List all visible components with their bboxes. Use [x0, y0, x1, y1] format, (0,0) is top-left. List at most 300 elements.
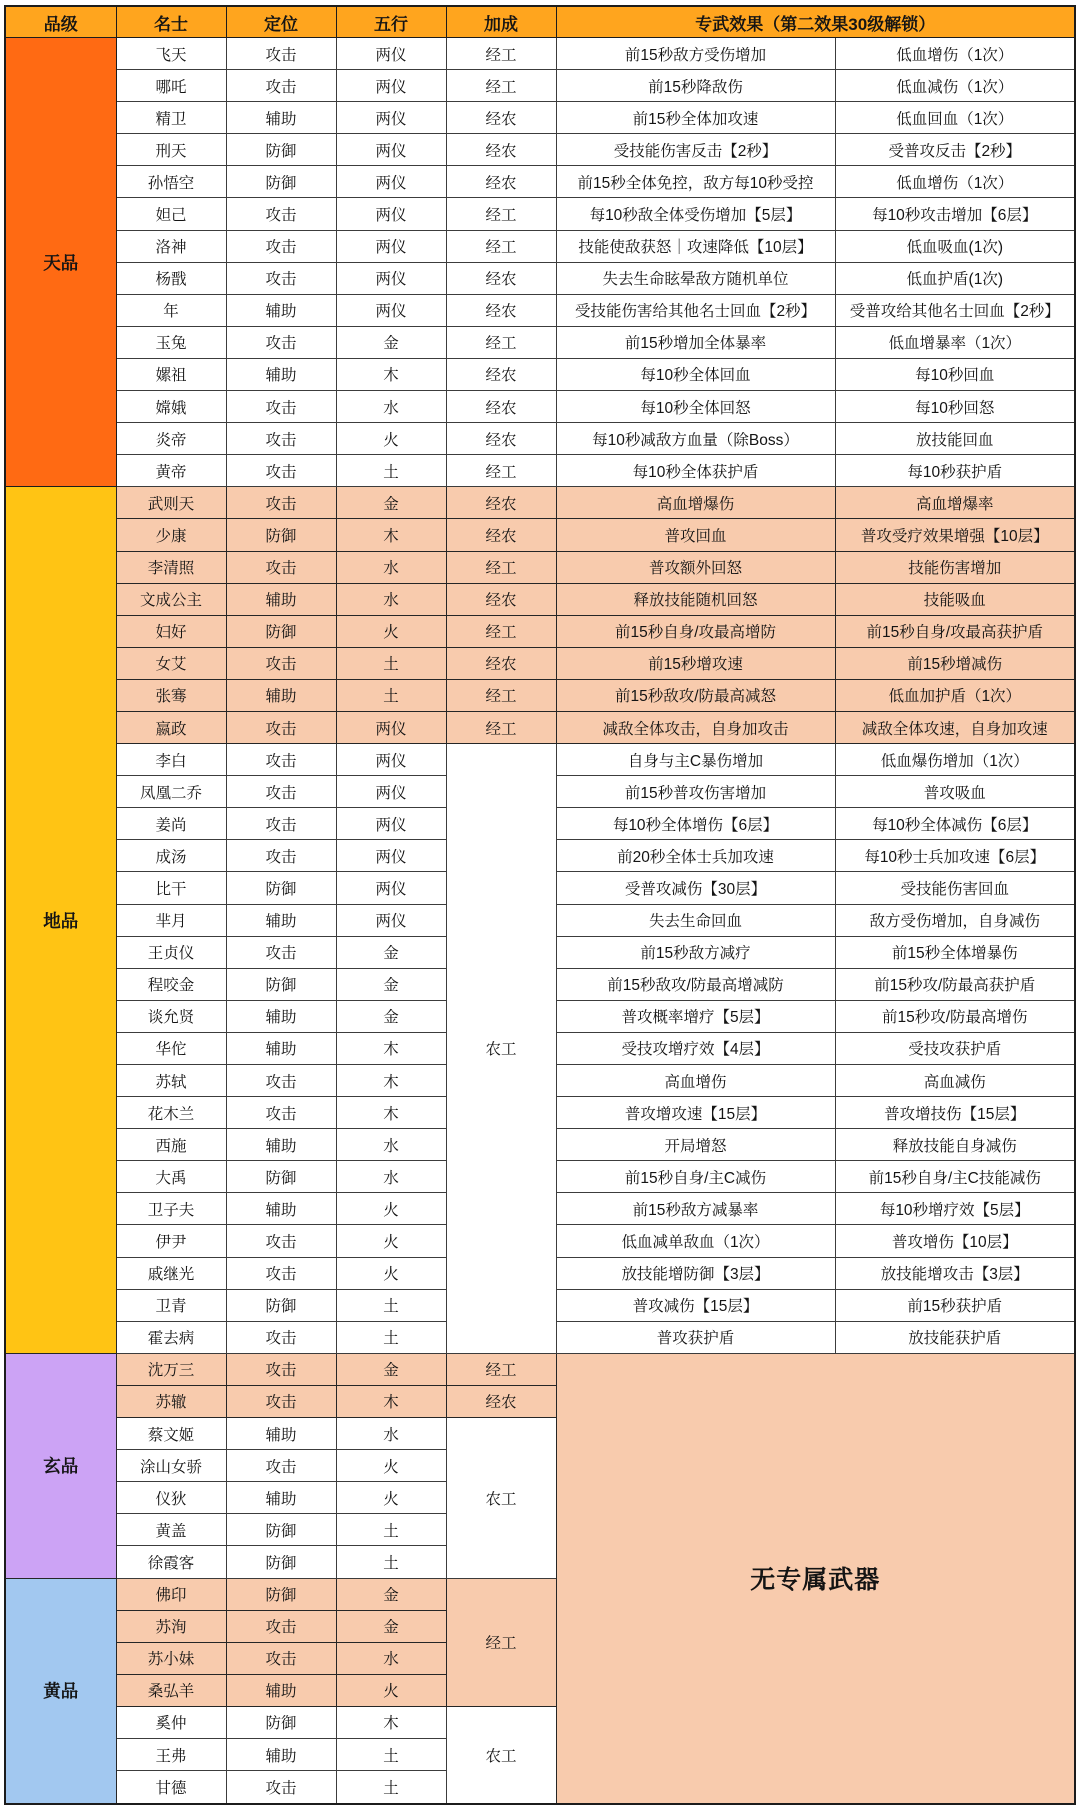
- weapon-effect2-cell: 每10秒攻击增加【6层】: [835, 198, 1075, 230]
- name-cell: 刑天: [116, 134, 226, 166]
- name-cell: 花木兰: [116, 1097, 226, 1129]
- weapon-effect1-cell: 每10秒全体回血: [556, 358, 835, 390]
- table-row: [5, 744, 1075, 776]
- weapon-effect1-cell: 每10秒全体回怒: [556, 391, 835, 423]
- bonus-cell: 经工: [446, 38, 556, 70]
- bonus-cell: 经农: [446, 583, 556, 615]
- weapon-effect2-cell: 释放技能自身减伤: [835, 1129, 1075, 1161]
- weapon-effect2-cell: 受技攻获护盾: [835, 1032, 1075, 1064]
- element-cell: 金: [336, 487, 446, 519]
- table-row: [5, 326, 1075, 358]
- element-cell: 木: [336, 1706, 446, 1738]
- role-cell: 攻击: [226, 744, 336, 776]
- bonus-cell: 经农: [446, 391, 556, 423]
- role-cell: 攻击: [226, 1097, 336, 1129]
- role-cell: 攻击: [226, 1065, 336, 1097]
- role-cell: 辅助: [226, 294, 336, 326]
- bonus-cell: 经农: [446, 487, 556, 519]
- name-cell: 王弗: [116, 1738, 226, 1770]
- weapon-effect1-cell: 普攻获护盾: [556, 1321, 835, 1353]
- name-cell: 芈月: [116, 904, 226, 936]
- name-cell: 谈允贤: [116, 1000, 226, 1032]
- element-cell: 两仪: [336, 808, 446, 840]
- element-cell: 水: [336, 1418, 446, 1450]
- weapon-effect2-cell: 低血护盾(1次): [835, 262, 1075, 294]
- name-cell: 苏小妹: [116, 1642, 226, 1674]
- weapon-effect2-cell: 高血增爆率: [835, 487, 1075, 519]
- name-cell: 武则天: [116, 487, 226, 519]
- weapon-effect2-cell: 低血增伤（1次）: [835, 166, 1075, 198]
- weapon-effect2-cell: 前15秒全体增暴伤: [835, 936, 1075, 968]
- element-cell: 土: [336, 679, 446, 711]
- bonus-cell: 经农: [446, 166, 556, 198]
- weapon-effect1-cell: 减敌全体攻击，自身加攻击: [556, 711, 835, 743]
- name-cell: 玉兔: [116, 326, 226, 358]
- role-cell: 辅助: [226, 1193, 336, 1225]
- weapon-effect2-cell: 放技能获护盾: [835, 1321, 1075, 1353]
- element-cell: 木: [336, 1065, 446, 1097]
- grade-table: [4, 5, 1076, 1805]
- element-cell: 金: [336, 326, 446, 358]
- role-cell: 辅助: [226, 1674, 336, 1706]
- header-weapon-effect: 专武效果（第二效果30级解锁）: [556, 6, 1075, 38]
- no-weapon-cell: 无专属武器: [556, 1353, 1075, 1804]
- bonus-cell: 经农: [446, 294, 556, 326]
- weapon-effect2-cell: 技能伤害增加: [835, 551, 1075, 583]
- weapon-effect2-cell: 普攻受疗效果增强【10层】: [835, 519, 1075, 551]
- element-cell: 金: [336, 968, 446, 1000]
- element-cell: 木: [336, 358, 446, 390]
- weapon-effect1-cell: 每10秒敌全体受伤增加【5层】: [556, 198, 835, 230]
- role-cell: 攻击: [226, 711, 336, 743]
- name-cell: 妇好: [116, 615, 226, 647]
- bonus-cell: 经工: [446, 70, 556, 102]
- weapon-effect2-cell: 前15秒攻/防最高获护盾: [835, 968, 1075, 1000]
- table-row: [5, 615, 1075, 647]
- table-row: [5, 391, 1075, 423]
- name-cell: 奚仲: [116, 1706, 226, 1738]
- table-row: [5, 262, 1075, 294]
- weapon-effect2-cell: 低血增暴率（1次）: [835, 326, 1075, 358]
- element-cell: 土: [336, 1546, 446, 1578]
- element-cell: 火: [336, 1225, 446, 1257]
- name-cell: 苏洵: [116, 1610, 226, 1642]
- table-row: [5, 198, 1075, 230]
- name-cell: 桑弘羊: [116, 1674, 226, 1706]
- name-cell: 妲己: [116, 198, 226, 230]
- name-cell: 张骞: [116, 679, 226, 711]
- weapon-effect2-cell: 普攻增技伤【15层】: [835, 1097, 1075, 1129]
- weapon-effect2-cell: 每10秒士兵加攻速【6层】: [835, 840, 1075, 872]
- element-cell: 火: [336, 1193, 446, 1225]
- element-cell: 金: [336, 1578, 446, 1610]
- element-cell: 水: [336, 583, 446, 615]
- weapon-effect1-cell: 普攻额外回怒: [556, 551, 835, 583]
- weapon-effect2-cell: 敌方受伤增加，自身减伤: [835, 904, 1075, 936]
- weapon-effect2-cell: 每10秒回怒: [835, 391, 1075, 423]
- element-cell: 两仪: [336, 840, 446, 872]
- weapon-effect1-cell: 每10秒全体获护盾: [556, 455, 835, 487]
- weapon-effect1-cell: 前15秒敌方受伤增加: [556, 38, 835, 70]
- bonus-cell: 经工: [446, 1578, 556, 1706]
- weapon-effect2-cell: 技能吸血: [835, 583, 1075, 615]
- bonus-cell: 农工: [446, 1418, 556, 1578]
- role-cell: 攻击: [226, 1257, 336, 1289]
- role-cell: 防御: [226, 166, 336, 198]
- bonus-cell: 经农: [446, 423, 556, 455]
- weapon-effect1-cell: 开局增怒: [556, 1129, 835, 1161]
- role-cell: 攻击: [226, 808, 336, 840]
- role-cell: 攻击: [226, 1321, 336, 1353]
- weapon-effect2-cell: 受技能伤害回血: [835, 872, 1075, 904]
- role-cell: 攻击: [226, 1450, 336, 1482]
- name-cell: 嫦娥: [116, 391, 226, 423]
- weapon-effect2-cell: 低血减伤（1次）: [835, 70, 1075, 102]
- name-cell: 王贞仪: [116, 936, 226, 968]
- name-cell: 洛神: [116, 230, 226, 262]
- weapon-effect1-cell: 受技攻增疗效【4层】: [556, 1032, 835, 1064]
- weapon-effect2-cell: 低血回血（1次）: [835, 102, 1075, 134]
- bonus-cell: 经农: [446, 102, 556, 134]
- weapon-effect1-cell: 前15秒降敌伤: [556, 70, 835, 102]
- weapon-effect1-cell: 前15秒敌方减暴率: [556, 1193, 835, 1225]
- table-row: [5, 230, 1075, 262]
- element-cell: 水: [336, 391, 446, 423]
- weapon-effect1-cell: 前15秒增加全体暴率: [556, 326, 835, 358]
- role-cell: 防御: [226, 1706, 336, 1738]
- role-cell: 辅助: [226, 358, 336, 390]
- role-cell: 攻击: [226, 647, 336, 679]
- element-cell: 火: [336, 423, 446, 455]
- table-row: [5, 358, 1075, 390]
- name-cell: 嬴政: [116, 711, 226, 743]
- weapon-effect2-cell: 受普攻给其他名士回血【2秒】: [835, 294, 1075, 326]
- element-cell: 火: [336, 1450, 446, 1482]
- weapon-effect1-cell: 前20秒全体士兵加攻速: [556, 840, 835, 872]
- element-cell: 水: [336, 551, 446, 583]
- name-cell: 文成公主: [116, 583, 226, 615]
- name-cell: 西施: [116, 1129, 226, 1161]
- weapon-effect2-cell: 减敌全体攻速，自身加攻速: [835, 711, 1075, 743]
- name-cell: 比干: [116, 872, 226, 904]
- role-cell: 攻击: [226, 487, 336, 519]
- role-cell: 防御: [226, 1514, 336, 1546]
- weapon-effect2-cell: 低血加护盾（1次）: [835, 679, 1075, 711]
- element-cell: 水: [336, 1161, 446, 1193]
- role-cell: 攻击: [226, 455, 336, 487]
- element-cell: 火: [336, 1482, 446, 1514]
- element-cell: 两仪: [336, 102, 446, 134]
- role-cell: 攻击: [226, 326, 336, 358]
- role-cell: 辅助: [226, 904, 336, 936]
- element-cell: 两仪: [336, 294, 446, 326]
- element-cell: 土: [336, 1321, 446, 1353]
- role-cell: 防御: [226, 519, 336, 551]
- bonus-cell: 经工: [446, 711, 556, 743]
- name-cell: 嫘祖: [116, 358, 226, 390]
- name-cell: 徐霞客: [116, 1546, 226, 1578]
- name-cell: 黄帝: [116, 455, 226, 487]
- element-cell: 火: [336, 615, 446, 647]
- bonus-cell: 经工: [446, 198, 556, 230]
- name-cell: 程咬金: [116, 968, 226, 1000]
- name-cell: 李白: [116, 744, 226, 776]
- role-cell: 攻击: [226, 38, 336, 70]
- weapon-effect2-cell: 前15秒自身/主C技能减伤: [835, 1161, 1075, 1193]
- element-cell: 两仪: [336, 744, 446, 776]
- element-cell: 火: [336, 1257, 446, 1289]
- role-cell: 攻击: [226, 936, 336, 968]
- weapon-effect1-cell: 失去生命回血: [556, 904, 835, 936]
- name-cell: 黄盖: [116, 1514, 226, 1546]
- weapon-effect2-cell: 每10秒全体减伤【6层】: [835, 808, 1075, 840]
- element-cell: 土: [336, 1514, 446, 1546]
- element-cell: 金: [336, 1353, 446, 1385]
- weapon-effect2-cell: 前15秒攻/防最高增伤: [835, 1000, 1075, 1032]
- weapon-effect1-cell: 前15秒普攻伤害增加: [556, 776, 835, 808]
- name-cell: 大禹: [116, 1161, 226, 1193]
- bonus-cell: 经农: [446, 647, 556, 679]
- element-cell: 两仪: [336, 776, 446, 808]
- weapon-effect1-cell: 受普攻减伤【30层】: [556, 872, 835, 904]
- name-cell: 杨戬: [116, 262, 226, 294]
- grade-cell-huang: 黄品: [5, 1578, 116, 1804]
- bonus-cell: 经农: [446, 1385, 556, 1417]
- element-cell: 两仪: [336, 70, 446, 102]
- name-cell: 哪吒: [116, 70, 226, 102]
- weapon-effect2-cell: 低血吸血(1次): [835, 230, 1075, 262]
- element-cell: 水: [336, 1129, 446, 1161]
- weapon-effect1-cell: 每10秒减敌方血量（除Boss）: [556, 423, 835, 455]
- table-body: [5, 38, 1075, 1805]
- table-row: [5, 455, 1075, 487]
- element-cell: 两仪: [336, 166, 446, 198]
- weapon-effect1-cell: 自身与主C暴伤增加: [556, 744, 835, 776]
- bonus-cell: 经农: [446, 519, 556, 551]
- role-cell: 辅助: [226, 583, 336, 615]
- header-grade: 品级: [5, 6, 116, 38]
- name-cell: 女艾: [116, 647, 226, 679]
- grade-cell-xuan: 玄品: [5, 1353, 116, 1578]
- role-cell: 攻击: [226, 70, 336, 102]
- weapon-effect2-cell: 低血增伤（1次）: [835, 38, 1075, 70]
- weapon-effect2-cell: 放技能回血: [835, 423, 1075, 455]
- name-cell: 炎帝: [116, 423, 226, 455]
- name-cell: 苏轼: [116, 1065, 226, 1097]
- weapon-effect1-cell: 放技能增防御【3层】: [556, 1257, 835, 1289]
- role-cell: 辅助: [226, 1418, 336, 1450]
- role-cell: 攻击: [226, 1771, 336, 1804]
- name-cell: 姜尚: [116, 808, 226, 840]
- table-row: [5, 70, 1075, 102]
- weapon-effect2-cell: 高血减伤: [835, 1065, 1075, 1097]
- element-cell: 两仪: [336, 134, 446, 166]
- table-row: [5, 487, 1075, 519]
- name-cell: 卫青: [116, 1289, 226, 1321]
- role-cell: 攻击: [226, 551, 336, 583]
- bonus-cell: 经工: [446, 455, 556, 487]
- element-cell: 木: [336, 1385, 446, 1417]
- bonus-cell: 经农: [446, 134, 556, 166]
- role-cell: 防御: [226, 134, 336, 166]
- element-cell: 两仪: [336, 904, 446, 936]
- weapon-effect1-cell: 前15秒敌攻/防最高减怒: [556, 679, 835, 711]
- name-cell: 伊尹: [116, 1225, 226, 1257]
- element-cell: 土: [336, 1738, 446, 1770]
- table-row: [5, 1353, 1075, 1385]
- weapon-effect1-cell: 释放技能随机回怒: [556, 583, 835, 615]
- table-row: [5, 134, 1075, 166]
- role-cell: 辅助: [226, 102, 336, 134]
- bonus-cell: 经工: [446, 1353, 556, 1385]
- element-cell: 土: [336, 647, 446, 679]
- weapon-effect2-cell: 前15秒自身/攻最高获护盾: [835, 615, 1075, 647]
- name-cell: 甘德: [116, 1771, 226, 1804]
- weapon-effect2-cell: 每10秒获护盾: [835, 455, 1075, 487]
- element-cell: 金: [336, 936, 446, 968]
- table-row: [5, 38, 1075, 70]
- element-cell: 土: [336, 1771, 446, 1804]
- table-row: [5, 647, 1075, 679]
- weapon-effect1-cell: 前15秒全体免控，敌方每10秒受控: [556, 166, 835, 198]
- element-cell: 火: [336, 1674, 446, 1706]
- weapon-effect1-cell: 失去生命眩晕敌方随机单位: [556, 262, 835, 294]
- element-cell: 水: [336, 1642, 446, 1674]
- weapon-effect2-cell: 每10秒回血: [835, 358, 1075, 390]
- element-cell: 木: [336, 1032, 446, 1064]
- element-cell: 土: [336, 455, 446, 487]
- role-cell: 攻击: [226, 1385, 336, 1417]
- header-name: 名士: [116, 6, 226, 38]
- bonus-cell: 经工: [446, 326, 556, 358]
- role-cell: 辅助: [226, 1738, 336, 1770]
- table-row: [5, 679, 1075, 711]
- name-cell: 沈万三: [116, 1353, 226, 1385]
- role-cell: 攻击: [226, 198, 336, 230]
- table-row: [5, 583, 1075, 615]
- weapon-effect1-cell: 普攻回血: [556, 519, 835, 551]
- element-cell: 土: [336, 1289, 446, 1321]
- element-cell: 两仪: [336, 230, 446, 262]
- role-cell: 防御: [226, 615, 336, 647]
- bonus-cell: 经农: [446, 262, 556, 294]
- table-row: [5, 711, 1075, 743]
- table-row: [5, 423, 1075, 455]
- element-cell: 两仪: [336, 38, 446, 70]
- name-cell: 年: [116, 294, 226, 326]
- weapon-effect1-cell: 技能使敌获怒｜攻速降低【10层】: [556, 230, 835, 262]
- element-cell: 木: [336, 1097, 446, 1129]
- element-cell: 两仪: [336, 262, 446, 294]
- name-cell: 卫子夫: [116, 1193, 226, 1225]
- role-cell: 攻击: [226, 391, 336, 423]
- weapon-effect2-cell: 普攻吸血: [835, 776, 1075, 808]
- role-cell: 防御: [226, 968, 336, 1000]
- bonus-cell: 农工: [446, 1706, 556, 1804]
- bonus-cell: 经农: [446, 358, 556, 390]
- weapon-effect2-cell: 低血爆伤增加（1次）: [835, 744, 1075, 776]
- role-cell: 攻击: [226, 262, 336, 294]
- role-cell: 攻击: [226, 230, 336, 262]
- role-cell: 辅助: [226, 679, 336, 711]
- role-cell: 辅助: [226, 1129, 336, 1161]
- element-cell: 金: [336, 1000, 446, 1032]
- role-cell: 攻击: [226, 1642, 336, 1674]
- weapon-effect1-cell: 前15秒增攻速: [556, 647, 835, 679]
- name-cell: 华佗: [116, 1032, 226, 1064]
- header-row: [5, 6, 1075, 38]
- table-row: [5, 551, 1075, 583]
- name-cell: 精卫: [116, 102, 226, 134]
- weapon-effect1-cell: 高血增爆伤: [556, 487, 835, 519]
- header-role: 定位: [226, 6, 336, 38]
- name-cell: 仪狄: [116, 1482, 226, 1514]
- bonus-cell: 经工: [446, 615, 556, 647]
- weapon-effect1-cell: 低血减单敌血（1次）: [556, 1225, 835, 1257]
- role-cell: 防御: [226, 872, 336, 904]
- header-bonus: 加成: [446, 6, 556, 38]
- role-cell: 防御: [226, 1578, 336, 1610]
- weapon-effect1-cell: 受技能伤害反击【2秒】: [556, 134, 835, 166]
- weapon-effect1-cell: 普攻减伤【15层】: [556, 1289, 835, 1321]
- role-cell: 攻击: [226, 1225, 336, 1257]
- element-cell: 两仪: [336, 198, 446, 230]
- name-cell: 凤凰二乔: [116, 776, 226, 808]
- element-cell: 木: [336, 519, 446, 551]
- weapon-effect1-cell: 前15秒自身/主C减伤: [556, 1161, 835, 1193]
- bonus-cell: 农工: [446, 744, 556, 1354]
- grade-cell-di: 地品: [5, 487, 116, 1354]
- weapon-effect2-cell: 每10秒增疗效【5层】: [835, 1193, 1075, 1225]
- element-cell: 金: [336, 1610, 446, 1642]
- name-cell: 蔡文姬: [116, 1418, 226, 1450]
- weapon-effect1-cell: 前15秒自身/攻最高增防: [556, 615, 835, 647]
- role-cell: 辅助: [226, 1000, 336, 1032]
- name-cell: 涂山女骄: [116, 1450, 226, 1482]
- weapon-effect1-cell: 每10秒全体增伤【6层】: [556, 808, 835, 840]
- weapon-effect2-cell: 前15秒增减伤: [835, 647, 1075, 679]
- weapon-effect2-cell: 受普攻反击【2秒】: [835, 134, 1075, 166]
- name-cell: 李清照: [116, 551, 226, 583]
- role-cell: 攻击: [226, 423, 336, 455]
- role-cell: 攻击: [226, 1353, 336, 1385]
- element-cell: 两仪: [336, 872, 446, 904]
- name-cell: 飞天: [116, 38, 226, 70]
- name-cell: 苏辙: [116, 1385, 226, 1417]
- bonus-cell: 经工: [446, 230, 556, 262]
- name-cell: 戚继光: [116, 1257, 226, 1289]
- role-cell: 攻击: [226, 1610, 336, 1642]
- role-cell: 辅助: [226, 1032, 336, 1064]
- weapon-effect2-cell: 普攻增伤【10层】: [835, 1225, 1075, 1257]
- table-row: [5, 102, 1075, 134]
- element-cell: 两仪: [336, 711, 446, 743]
- weapon-effect1-cell: 前15秒敌攻/防最高增减防: [556, 968, 835, 1000]
- role-cell: 防御: [226, 1161, 336, 1193]
- bonus-cell: 经工: [446, 679, 556, 711]
- table-row: [5, 294, 1075, 326]
- role-cell: 防御: [226, 1546, 336, 1578]
- name-cell: 霍去病: [116, 1321, 226, 1353]
- weapon-effect2-cell: 放技能增攻击【3层】: [835, 1257, 1075, 1289]
- name-cell: 孙悟空: [116, 166, 226, 198]
- grade-cell-tian: 天品: [5, 38, 116, 487]
- weapon-effect1-cell: 高血增伤: [556, 1065, 835, 1097]
- name-cell: 佛印: [116, 1578, 226, 1610]
- weapon-effect1-cell: 前15秒敌方减疗: [556, 936, 835, 968]
- table-row: [5, 519, 1075, 551]
- role-cell: 辅助: [226, 1482, 336, 1514]
